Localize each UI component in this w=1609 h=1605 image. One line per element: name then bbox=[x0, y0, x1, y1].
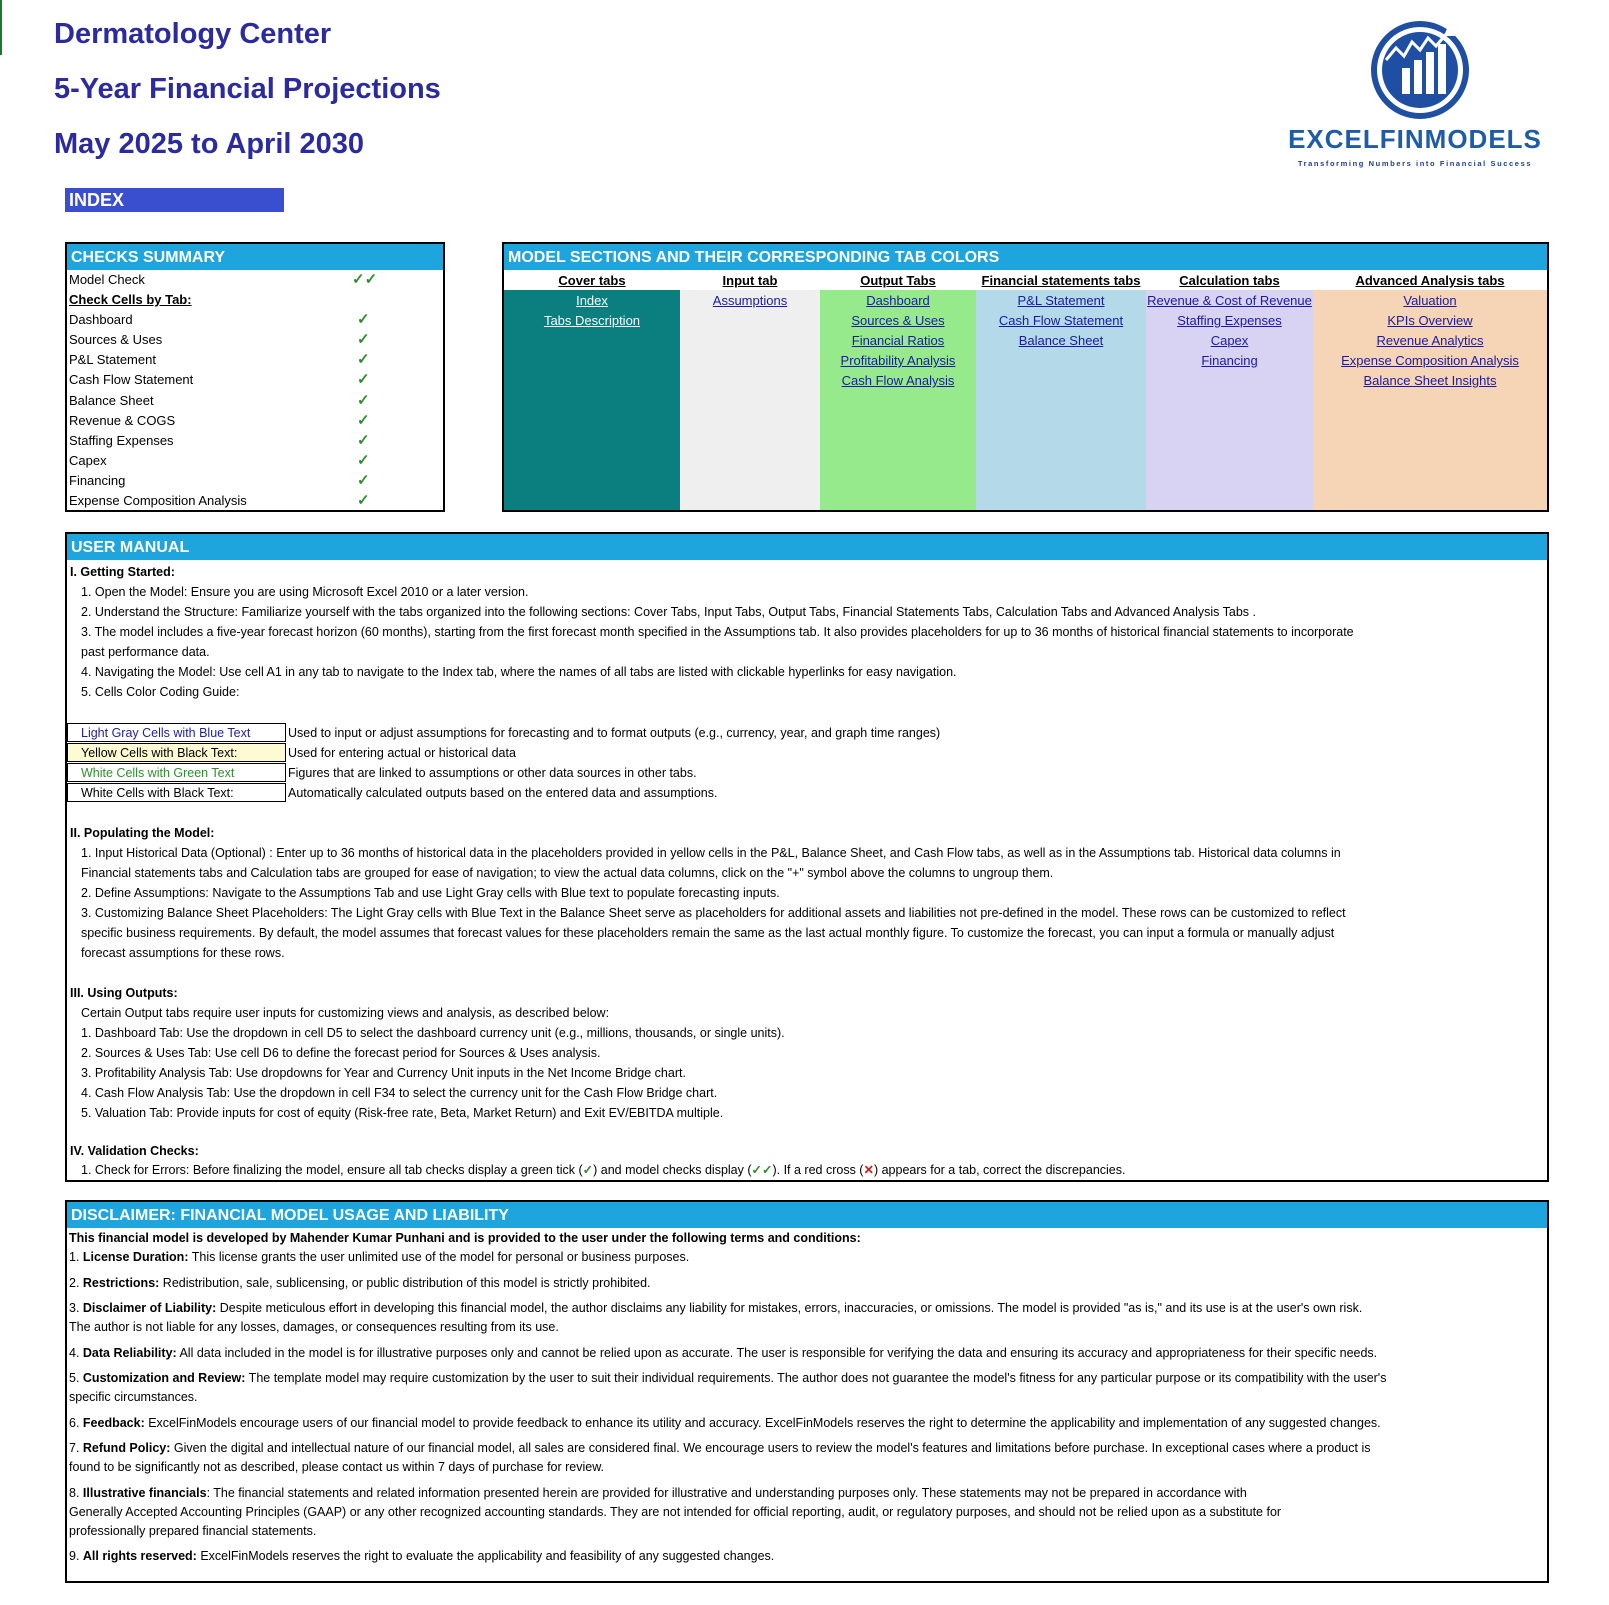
check-mark-icon: ✓ bbox=[357, 391, 370, 409]
check-mark-icon: ✓ bbox=[357, 411, 370, 429]
section-column-header: Financial statements tabs bbox=[976, 270, 1146, 290]
disclaimer-number: 3. bbox=[69, 1301, 83, 1315]
check-row-label: Balance Sheet bbox=[69, 392, 154, 408]
check-row bbox=[67, 491, 443, 511]
disclaimer-item bbox=[67, 1248, 1547, 1267]
manual-line: 4. Cash Flow Analysis Tab: Use the dropdown in cell F34 to select the currency unit for the Cash Flow Bridge chart. bbox=[81, 1086, 718, 1100]
disclaimer-text: The author is not liable for any losses, damages, or consequences resulting from its use. bbox=[69, 1320, 559, 1334]
manual-line: Financial statements tabs and Calculation tabs are grouped for ease of navigation; to view the actual data columns, click on the "+" symbol above the columns to ungroup them. bbox=[81, 866, 1054, 880]
disclaimer-number: 8. bbox=[69, 1485, 83, 1500]
section-column-body bbox=[820, 290, 976, 510]
legend-swatch: White Cells with Green Text bbox=[67, 763, 286, 782]
check-mark-icon: ✓ bbox=[357, 331, 370, 349]
disclaimer-panel bbox=[65, 1200, 1549, 1583]
svg-text:EXCELFINMODELS: EXCELFINMODELS bbox=[1288, 124, 1542, 154]
disclaimer-heading: Data Reliability: bbox=[82, 1345, 177, 1360]
disclaimer-item bbox=[67, 1484, 1547, 1541]
legend-description: Automatically calculated outputs based on the entered data and assumptions. bbox=[288, 786, 718, 800]
tab-link[interactable]: Profitability Analysis bbox=[840, 353, 956, 368]
disclaimer-text: All data included in the model is for illustrative purposes only and cannot be relied upon as accurate. The user is responsible for verifying the data and ensuring its accuracy and appropriateness for their specific needs. bbox=[176, 1345, 1378, 1360]
section-column-body bbox=[976, 290, 1146, 510]
disclaimer-line bbox=[67, 1369, 1547, 1388]
green-tick-icon: ✓ bbox=[582, 1163, 594, 1177]
legend-row bbox=[67, 723, 1547, 743]
manual-line: forecast assumptions for these rows. bbox=[81, 946, 285, 960]
disclaimer-line bbox=[67, 1503, 1547, 1522]
check-row bbox=[67, 310, 443, 330]
disclaimer-text: This license grants the user unlimited use of the model for personal or business purposes. bbox=[188, 1250, 690, 1264]
tab-link[interactable]: Revenue & Cost of Revenue bbox=[1147, 293, 1312, 308]
color-coding-legend bbox=[67, 723, 1547, 803]
disclaimer-heading: Illustrative financials bbox=[82, 1485, 207, 1500]
tab-link[interactable]: Staffing Expenses bbox=[1177, 313, 1282, 328]
tab-link[interactable]: Sources & Uses bbox=[851, 313, 945, 328]
manual-line: Certain Output tabs require user inputs for customizing views and analysis, as described below: bbox=[81, 1006, 610, 1020]
check-row-label: Staffing Expenses bbox=[69, 432, 174, 448]
check-mark-icon: ✓ bbox=[357, 431, 370, 449]
disclaimer-number: 1. bbox=[69, 1250, 83, 1264]
disclaimer-item bbox=[67, 1369, 1547, 1407]
disclaimer-line bbox=[67, 1547, 1547, 1566]
section-column-header: Output Tabs bbox=[820, 270, 976, 290]
section-column bbox=[1313, 270, 1547, 510]
double-tick-icon: ✓✓ bbox=[751, 1163, 773, 1177]
disclaimer-text: specific circumstances. bbox=[69, 1390, 198, 1404]
check-row-label: Revenue & COGS bbox=[69, 412, 176, 428]
check-row-label: Expense Composition Analysis bbox=[69, 493, 247, 509]
logo-emblem-icon bbox=[1270, 18, 1560, 178]
section-getting-started: I. Getting Started: bbox=[70, 565, 175, 579]
tab-link[interactable]: Cash Flow Statement bbox=[998, 313, 1124, 328]
check-row-label: Dashboard bbox=[69, 312, 133, 328]
disclaimer-line bbox=[67, 1439, 1547, 1458]
section-columns bbox=[504, 270, 1547, 510]
disclaimer-number: 6. bbox=[69, 1415, 83, 1430]
disclaimer-heading: Disclaimer of Liability: bbox=[82, 1301, 217, 1315]
validation-text: ) appears for a tab, correct the discrepancies. bbox=[873, 1163, 1126, 1177]
legend-description: Used to input or adjust assumptions for forecasting and to format outputs (e.g., currency, year, and graph time ranges) bbox=[288, 726, 941, 740]
check-mark-icon: ✓ bbox=[357, 451, 370, 469]
disclaimer-text: : The financial statements and related information presented herein are provided for illustrative and understanding purposes only. These statements may not be prepared in accordance with bbox=[206, 1485, 1247, 1500]
disclaimer-intro: This financial model is developed by Mahender Kumar Punhani and is provided to the user under the following terms and conditions: bbox=[69, 1231, 861, 1245]
tab-link[interactable]: Dashboard bbox=[866, 293, 930, 308]
tab-link[interactable]: Tabs Description bbox=[543, 313, 641, 328]
disclaimer-line bbox=[67, 1414, 1547, 1433]
section-column-body bbox=[1313, 290, 1547, 510]
check-row bbox=[67, 350, 443, 370]
disclaimer-line bbox=[67, 1522, 1547, 1541]
legend-swatch: Light Gray Cells with Blue Text bbox=[67, 723, 286, 742]
check-row bbox=[67, 370, 443, 390]
section-column-body bbox=[680, 290, 820, 510]
check-row-label: Sources & Uses bbox=[69, 332, 163, 348]
validation-text: ). If a red cross ( bbox=[772, 1163, 864, 1177]
manual-line: 2. Define Assumptions: Navigate to the Assumptions Tab and use Light Gray cells with Blue text to populate forecasting inputs. bbox=[81, 886, 780, 900]
disclaimer-item bbox=[67, 1414, 1547, 1433]
disclaimer-heading: All rights reserved: bbox=[82, 1549, 197, 1563]
index-label: INDEX bbox=[65, 188, 284, 212]
validation-text: 1. Check for Errors: Before finalizing the model, ensure all tab checks display a green tick ( bbox=[81, 1163, 583, 1177]
tab-link[interactable]: Assumptions bbox=[712, 293, 788, 308]
check-row bbox=[67, 330, 443, 350]
disclaimer-line bbox=[67, 1344, 1547, 1363]
manual-line: 1. Dashboard Tab: Use the dropdown in cell D5 to select the dashboard currency unit (e.g., millions, thousands, or single units). bbox=[81, 1026, 785, 1040]
disclaimer-text: professionally prepared financial statements. bbox=[69, 1523, 317, 1538]
tab-link[interactable]: Revenue Analytics bbox=[1376, 333, 1484, 348]
svg-text:Transforming Numbers into Fina: Transforming Numbers into Financial Success bbox=[1297, 159, 1533, 168]
legend-swatch: Yellow Cells with Black Text: bbox=[67, 743, 286, 762]
disclaimer-text: Generally Accepted Accounting Principles (GAAP) or any other recognized accounting standards. They are not intended for official reporting, audit, or regulatory purposes, and should not be relied upon as a substitute for bbox=[69, 1504, 1282, 1519]
disclaimer-line bbox=[67, 1458, 1547, 1477]
validation-text: ) and model checks display ( bbox=[593, 1163, 752, 1177]
disclaimer-text: Given the digital and intellectual nature of our financial model, all sales are considered final. We encourage users to review the model's features and limitations before purchase. In exceptional cases where a product is bbox=[170, 1441, 1371, 1455]
tab-link[interactable]: Valuation bbox=[1403, 293, 1457, 308]
tab-link[interactable]: P&L Statement bbox=[1017, 293, 1105, 308]
disclaimer-number: 7. bbox=[69, 1441, 83, 1455]
manual-line: 4. Navigating the Model: Use cell A1 in any tab to navigate to the Index tab, where the names of all tabs are listed with clickable hyperlinks for easy navigation. bbox=[81, 665, 957, 679]
tab-link[interactable]: Capex bbox=[1210, 333, 1249, 348]
disclaimer-line bbox=[67, 1248, 1547, 1267]
check-rows bbox=[67, 310, 443, 511]
legend-row bbox=[67, 783, 1547, 803]
disclaimer-heading: Feedback: bbox=[82, 1415, 145, 1430]
disclaimer-heading: License Duration: bbox=[82, 1250, 189, 1264]
check-mark-icon: ✓ bbox=[357, 371, 370, 389]
user-manual-title: USER MANUAL bbox=[67, 534, 1547, 560]
checks-summary-title: CHECKS SUMMARY bbox=[67, 244, 443, 270]
disclaimer-line bbox=[67, 1274, 1547, 1293]
model-sections-panel bbox=[502, 242, 1549, 512]
disclaimer-text: Despite meticulous effort in developing this financial model, the author disclaims any liability for mistakes, errors, inaccuracies, or omissions. The model is provided "as is," and its use is at the user's own risk. bbox=[216, 1301, 1363, 1315]
tab-link[interactable]: KPIs Overview bbox=[1387, 313, 1473, 328]
checks-summary-panel bbox=[65, 242, 445, 512]
manual-line: 3. Profitability Analysis Tab: Use dropdowns for Year and Currency Unit inputs in the Net Income Bridge chart. bbox=[81, 1066, 686, 1080]
double-check-icon: ✓✓ bbox=[352, 271, 378, 288]
tab-link[interactable]: Balance Sheet Insights bbox=[1363, 373, 1497, 388]
manual-line: 1. Input Historical Data (Optional) : Enter up to 36 months of historical data in the placeholders provided in yellow cells in the P&L, Balance Sheet, and Cash Flow tabs, as well as in the Assumptions tab. Historical data columns in bbox=[81, 846, 1341, 860]
check-row bbox=[67, 471, 443, 491]
manual-line: 5. Cells Color Coding Guide: bbox=[81, 685, 240, 699]
manual-line: specific business requirements. By default, the model assumes that forecast values for these placeholders remain the same as the last actual monthly figure. To customize the forecast, you can input a formula or manually adjust bbox=[81, 926, 1335, 940]
check-cells-by-tab-label: Check Cells by Tab: bbox=[69, 292, 192, 308]
disclaimer-text: The template model may require customization by the user to suit their individual requirements. The author does not guarantee the model's fitness for any particular purpose or its compatibility with the user's bbox=[245, 1371, 1387, 1385]
section-populating: II. Populating the Model: bbox=[70, 826, 215, 840]
section-using-outputs: III. Using Outputs: bbox=[70, 986, 178, 1000]
window-edge-accent bbox=[0, 0, 2, 55]
check-row-label: P&L Statement bbox=[69, 352, 156, 368]
disclaimer-text: ExcelFinModels reserves the right to evaluate the applicability and feasibility of any suggested changes. bbox=[196, 1549, 775, 1563]
manual-line: 3. The model includes a five-year forecast horizon (60 months), starting from the first forecast month specified in the Assumptions tab. It also provides placeholders for up to 36 months of historical financial statements to incorporate bbox=[81, 625, 1354, 639]
disclaimer-line bbox=[67, 1388, 1547, 1407]
section-validation: IV. Validation Checks: bbox=[70, 1144, 199, 1158]
check-row bbox=[67, 411, 443, 431]
section-column-body bbox=[1146, 290, 1313, 510]
tab-link[interactable]: Financing bbox=[1201, 353, 1258, 368]
center-title: Dermatology Center bbox=[54, 18, 332, 50]
disclaimer-text: found to be significantly not as described, please contact us within 7 days of purchase for review. bbox=[69, 1460, 605, 1474]
legend-row bbox=[67, 743, 1547, 763]
section-column-header: Calculation tabs bbox=[1146, 270, 1313, 290]
model-check-row bbox=[67, 270, 443, 290]
disclaimer-text: Redistribution, sale, sublicensing, or public distribution of this model is strictly prohibited. bbox=[159, 1275, 651, 1290]
disclaimer-item bbox=[67, 1344, 1547, 1363]
disclaimer-item bbox=[67, 1439, 1547, 1477]
check-row-label: Capex bbox=[69, 452, 107, 468]
section-column bbox=[976, 270, 1146, 510]
disclaimer-line bbox=[67, 1318, 1547, 1337]
period-title: May 2025 to April 2030 bbox=[54, 128, 365, 160]
legend-row bbox=[67, 763, 1547, 783]
disclaimer-line bbox=[67, 1484, 1547, 1503]
check-mark-icon: ✓ bbox=[357, 471, 370, 489]
check-row-label: Cash Flow Statement bbox=[69, 372, 194, 388]
model-check-label: Model Check bbox=[69, 272, 145, 287]
manual-line: 5. Valuation Tab: Provide inputs for cost of equity (Risk-free rate, Beta, Market Return) and Exit EV/EBITDA multiple. bbox=[81, 1106, 724, 1120]
tab-link[interactable]: Cash Flow Analysis bbox=[841, 373, 955, 388]
red-cross-icon: ✕ bbox=[863, 1163, 874, 1177]
user-manual-panel bbox=[65, 532, 1549, 1182]
disclaimer-number: 9. bbox=[69, 1549, 83, 1563]
disclaimer-item bbox=[67, 1299, 1547, 1337]
check-mark-icon: ✓ bbox=[357, 311, 370, 329]
section-column bbox=[820, 270, 976, 510]
disclaimer-heading: Refund Policy: bbox=[82, 1441, 171, 1455]
check-mark-icon: ✓ bbox=[357, 492, 370, 510]
section-column bbox=[504, 270, 680, 510]
section-column bbox=[1146, 270, 1313, 510]
disclaimer-title: DISCLAIMER: FINANCIAL MODEL USAGE AND LIABILITY bbox=[67, 1202, 1547, 1228]
disclaimer-item bbox=[67, 1274, 1547, 1293]
disclaimer-number: 4. bbox=[69, 1345, 83, 1360]
disclaimer-text: ExcelFinModels encourage users of our financial model to provide feedback to enhance its utility and accuracy. ExcelFinModels reserves the right to determine the applicability and implementation of any suggested changes. bbox=[144, 1415, 1381, 1430]
legend-swatch: White Cells with Black Text: bbox=[67, 783, 286, 802]
check-mark-icon: ✓ bbox=[357, 351, 370, 369]
check-row-label: Financing bbox=[69, 472, 126, 488]
disclaimer-heading: Restrictions: bbox=[82, 1275, 160, 1290]
excelfinmodels-logo bbox=[1270, 18, 1560, 178]
manual-line: 1. Open the Model: Ensure you are using Microsoft Excel 2010 or a later version. bbox=[81, 585, 529, 599]
check-row bbox=[67, 431, 443, 451]
projection-title: 5-Year Financial Projections bbox=[54, 73, 441, 105]
validation-line bbox=[67, 1160, 1547, 1180]
disclaimer-heading: Customization and Review: bbox=[82, 1371, 246, 1385]
section-column-header: Advanced Analysis tabs bbox=[1313, 270, 1547, 290]
section-column-header: Cover tabs bbox=[504, 270, 680, 290]
disclaimer-number: 5. bbox=[69, 1371, 83, 1385]
manual-line: 2. Sources & Uses Tab: Use cell D6 to define the forecast period for Sources & Uses analysis. bbox=[81, 1046, 601, 1060]
legend-description: Figures that are linked to assumptions or other data sources in other tabs. bbox=[288, 766, 697, 780]
tab-link[interactable]: Index bbox=[576, 293, 608, 308]
disclaimer-number: 2. bbox=[69, 1275, 83, 1290]
section-column-body bbox=[504, 290, 680, 510]
disclaimer-line bbox=[67, 1299, 1547, 1318]
tab-link[interactable]: Financial Ratios bbox=[851, 333, 945, 348]
section-column-header: Input tab bbox=[680, 270, 820, 290]
manual-line: past performance data. bbox=[81, 645, 210, 659]
manual-line: 3. Customizing Balance Sheet Placeholders: The Light Gray cells with Blue Text in the Balance Sheet serve as placeholders for additional assets and liabilities not pre-defined in the model. These rows can be customized to reflect bbox=[81, 906, 1346, 920]
section-column bbox=[680, 270, 820, 510]
disclaimer-item bbox=[67, 1547, 1547, 1566]
legend-description: Used for entering actual or historical data bbox=[288, 746, 516, 760]
model-sections-title: MODEL SECTIONS AND THEIR CORRESPONDING TAB COLORS bbox=[504, 244, 1547, 270]
check-row bbox=[67, 391, 443, 411]
tab-link[interactable]: Expense Composition Analysis bbox=[1341, 353, 1519, 368]
tab-link[interactable]: Balance Sheet bbox=[1018, 333, 1104, 348]
check-row bbox=[67, 451, 443, 471]
disclaimer-items bbox=[67, 1248, 1547, 1566]
manual-line: 2. Understand the Structure: Familiarize yourself with the tabs organized into the following sections: Cover Tabs, Input Tabs, Output Tabs, Financial Statements Tabs, Calculation Tabs and Advanced Analysis Tabs . bbox=[81, 605, 1256, 619]
